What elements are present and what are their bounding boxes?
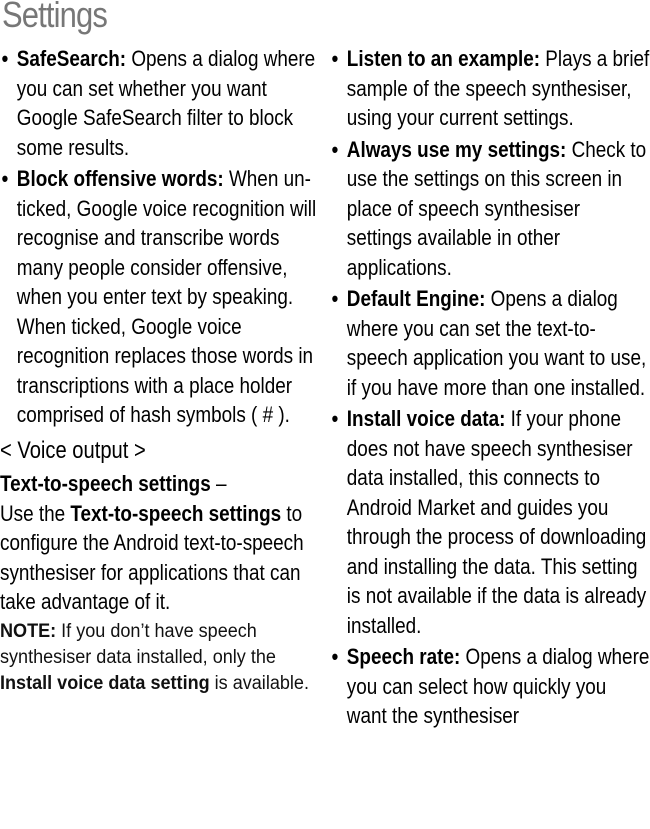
desc-install-voice-data: If your phone does not have speech synthesiser data installed, this connects to Android Market and guides you through the process of downloading and installing the data. This setting is not available if the data is already installed.: [346, 406, 647, 638]
desc-listen-example: Plays a brief sample of the speech synthesiser, using your current settings.: [346, 46, 650, 130]
note-label: NOTE:: [0, 620, 57, 642]
term-block-offensive-words: Block offensive words:: [16, 166, 224, 191]
tts-term-inline: Text-to-speech settings: [70, 500, 282, 526]
term-listen-example: Listen to an example:: [346, 46, 541, 71]
note-block: [0, 619, 318, 697]
term-default-engine: Default Engine:: [346, 286, 486, 311]
desc-default-engine: Opens a dialog where you can set the text-to-speech application you want to use, if you have more than one installed.: [346, 286, 647, 400]
desc-always-use-settings: Check to use the settings on this screen in place of speech synthesiser settings available in other applications.: [346, 136, 647, 280]
desc-block-offensive-words: When un-ticked, Google voice recognition will recognise and transcribe words many people consider offensive, when you enter text by speaking. When ticked, Google voice recognition replaces those words in transcriptions with a place holder comprised of hash symbols ( # ).: [16, 166, 317, 427]
left-bullet-list: [0, 44, 318, 430]
left-column-content: [0, 44, 318, 617]
right-column: [330, 44, 650, 731]
tts-use-the: Use the: [0, 500, 71, 526]
list-item-safesearch: [0, 44, 318, 162]
term-speech-rate: Speech rate:: [346, 644, 461, 669]
term-safesearch: SafeSearch:: [16, 46, 127, 71]
list-item-install-voice-data: [330, 404, 650, 640]
note-text-2: is available.: [209, 672, 309, 694]
note-bold-setting: Install voice data setting: [0, 672, 210, 694]
list-item-block-offensive-words: [0, 164, 318, 430]
left-column: [0, 44, 318, 697]
tts-description: to configure the Android text-to-speech synthesiser for applications that can take advantage of it.: [0, 500, 304, 614]
term-always-use-settings: Always use my settings:: [346, 136, 567, 162]
list-item-speech-rate: [330, 642, 650, 731]
list-item-always-use-settings: [330, 135, 650, 283]
desc-speech-rate: Opens a dialog where you can select how quickly you want the synthesiser: [346, 644, 650, 728]
right-column-content: [330, 44, 650, 731]
list-item-listen-example: [330, 44, 650, 133]
note-text-1: If you don’t have speech synthesiser data installed, only the: [0, 620, 276, 668]
page-title: Settings: [2, 0, 107, 35]
list-item-default-engine: [330, 284, 650, 402]
tts-term: Text-to-speech settings: [0, 471, 211, 496]
section-heading-voice-output: < Voice output >: [0, 436, 146, 464]
term-install-voice-data: Install voice data:: [346, 406, 506, 431]
tts-dash: –: [210, 471, 227, 496]
note-content: [0, 619, 320, 697]
tts-paragraph: [0, 469, 318, 617]
right-bullet-list: [330, 44, 650, 731]
desc-safesearch: Opens a dialog where you can set whether you want Google SafeSearch filter to block some results.: [16, 46, 316, 160]
